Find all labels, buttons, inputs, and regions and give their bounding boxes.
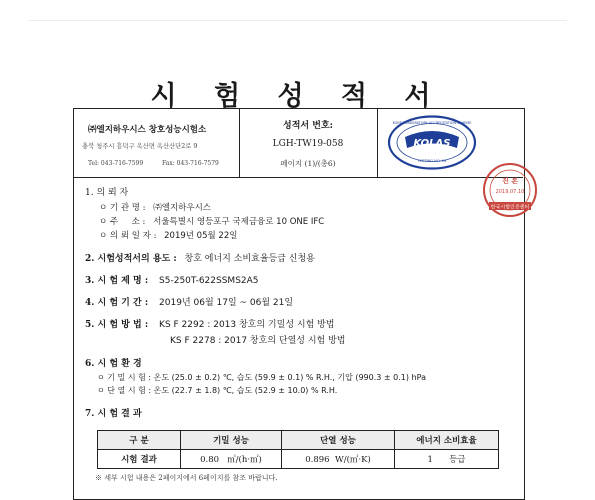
report-number-cell — [239, 109, 378, 177]
lab-name: ㈜엘지하우시스 창호성능시험소 — [88, 125, 207, 135]
client-address-label: ㅇ 주 소 : — [99, 217, 146, 227]
lab-info-cell — [74, 109, 240, 177]
results-header-row — [98, 431, 499, 450]
lab-address: 충북 청주시 흥덕구 옥산면 옥산산단2로 9 — [82, 143, 198, 150]
request-date-row — [99, 229, 237, 241]
report-header — [74, 109, 523, 178]
page-indicator: 페이지 (1)/(총6) — [280, 159, 336, 168]
results-cell: 0.896 W/(㎡·K) — [282, 450, 395, 469]
results-header: 에너지 소비효율 — [395, 431, 499, 450]
test-item-name: S5-250T-622SSMS2A5 — [159, 276, 259, 286]
client-org: ㈜엘지하우시스 — [153, 203, 212, 213]
top-divider — [28, 20, 567, 21]
section-5 — [85, 317, 335, 330]
client-org-label: ㅇ 기 관 명 : — [99, 203, 146, 213]
footnote: ※ 세부 시험 내용은 2페이지에서 6페이지를 참조 바랍니다. — [95, 474, 278, 482]
kolas-logo-bottom: TESTING NO. KS — [417, 159, 447, 163]
section-2-title: 2. 시험성적서의 용도 : — [85, 254, 177, 264]
test-method-1: KS F 2292 : 2013 창호의 기밀성 시험 방법 — [159, 320, 335, 330]
insulation-environment: ㅇ 단 열 시 험 : 온도 (22.7 ± 1.8) ℃, 습도 (52.9 ± 10.0) % R.H. — [97, 386, 338, 395]
airtightness-environment: ㅇ 기 밀 시 험 : 온도 (25.0 ± 0.2) ℃, 습도 (59.9 ± 0.1) % R.H., 기압 (990.3 ± 0.1) hPa — [97, 373, 426, 382]
report-number-label: 성적서 번호: — [283, 121, 333, 131]
section-3-title: 3. 시 험 제 명 : — [85, 276, 149, 286]
test-period: 2019년 06월 17일 ~ 06월 21일 — [159, 298, 294, 308]
report-purpose: 창호 에너지 소비효율등급 신청용 — [184, 254, 315, 264]
results-row — [98, 450, 499, 469]
section-1-title: 1. 의 뢰 자 — [85, 188, 129, 198]
section-4 — [85, 295, 293, 308]
kolas-logo-icon — [387, 115, 477, 170]
results-table — [97, 430, 499, 469]
results-cell: 0.80 ㎥/(h·㎡) — [181, 450, 282, 469]
section-5-title: 5. 시 험 방 법 : — [85, 320, 149, 330]
test-method-2: KS F 2278 : 2017 창호의 단열성 시험 방법 — [170, 336, 346, 346]
document-title: 시 험 성 적 서 — [150, 81, 445, 112]
request-date: 2019년 05월 22일 — [164, 231, 238, 241]
seal-bottom-text: 한국시험인증센터 — [490, 204, 530, 211]
report-frame — [73, 108, 530, 500]
section-2 — [85, 251, 315, 264]
section-3 — [85, 273, 259, 286]
request-date-label: ㅇ 의 뢰 일 자 : — [99, 231, 157, 241]
results-header: 단열 성능 — [282, 431, 395, 450]
section-4-title: 4. 시 험 기 간 : — [85, 298, 149, 308]
results-header: 기밀 성능 — [181, 431, 282, 450]
section-7-title: 7. 시 험 결 과 — [85, 409, 142, 419]
report-number: LGH-TW19-058 — [272, 139, 344, 149]
lab-fax: Fax: 043-716-7579 — [162, 160, 219, 167]
client-address-row — [99, 215, 324, 227]
seal-top-text: 진 본 — [502, 177, 518, 185]
results-cell: 1 등급 — [395, 450, 499, 469]
results-cell: 시험 결과 — [98, 450, 181, 469]
client-address: 서울특별시 영등포구 국제금융로 10 ONE IFC — [153, 217, 325, 227]
results-header: 구 분 — [98, 431, 181, 450]
lab-tel: Tel: 043-716-7599 — [88, 160, 144, 167]
client-org-row — [99, 201, 211, 213]
section-6-title: 6. 시 험 환 경 — [85, 359, 142, 369]
certification-seal-icon — [481, 161, 539, 219]
kolas-logo-text: KOLAS — [413, 138, 451, 149]
kolas-logo-top: KOREA LABORATORY ACCREDITATION SCHEME — [392, 121, 472, 125]
seal-date: 2019.07.10 — [495, 189, 525, 195]
